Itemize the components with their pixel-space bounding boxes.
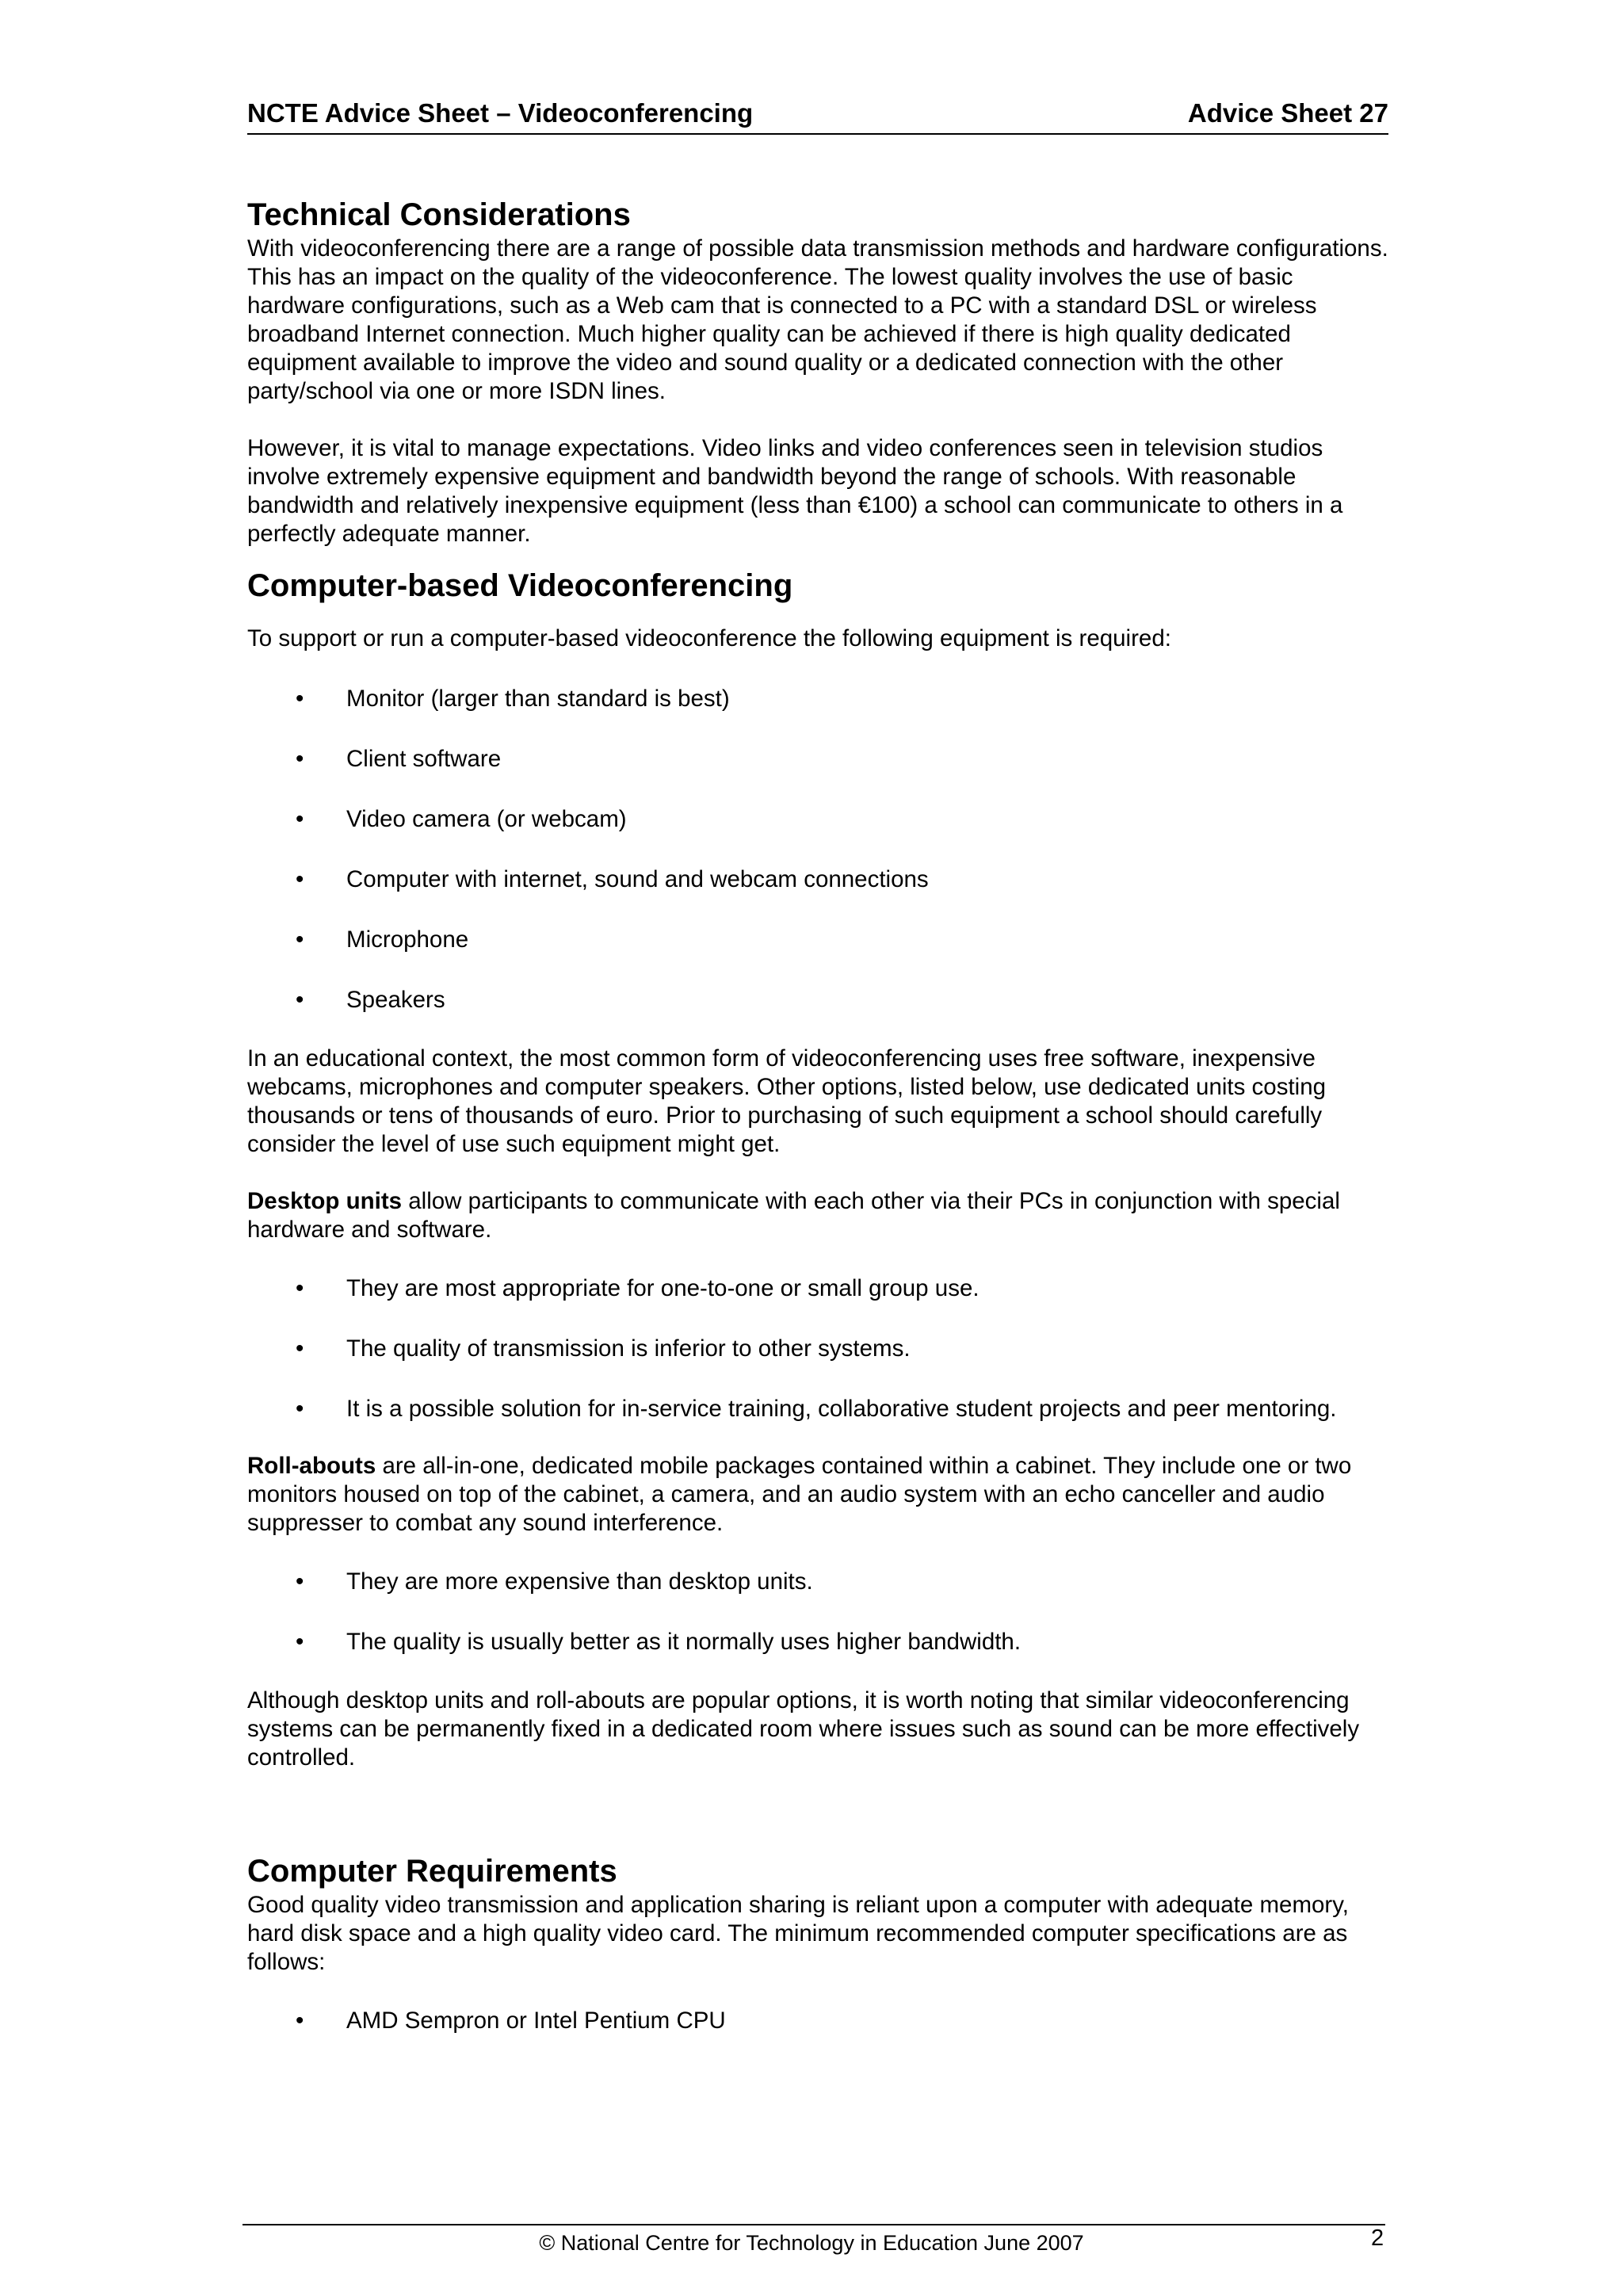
footer-divider: [242, 2224, 1385, 2225]
list-item: [247, 1335, 1396, 1363]
list-item-text: It is a possible solution for in-service training, collaborative student projects and peer mentoring.: [346, 1396, 1337, 1422]
bullet-icon: •: [296, 926, 304, 953]
paragraph: Although desktop units and roll-abouts are popular options, it is worth noting that similar videoconferencing systems can be permanently fixed in a dedicated room where issues such as sound can be more effectively controlled.: [247, 1687, 1360, 1771]
desktop-units-list: [247, 1274, 1396, 1423]
list-item-text: The quality is usually better as it normally uses higher bandwidth.: [346, 1629, 1022, 1655]
bullet-icon: •: [296, 1568, 304, 1595]
paragraph-text: allow participants to communicate with each other via their PCs in conjunction with special hardware and software.: [247, 1188, 1340, 1243]
list-item: [247, 1628, 1396, 1656]
list-item-text: Client software: [346, 746, 502, 772]
footer-copyright: © National Centre for Technology in Education June 2007: [539, 2231, 1084, 2255]
header-sheet-number: Advice Sheet 27: [1187, 98, 1388, 128]
list-item: [247, 1395, 1396, 1423]
list-item: [247, 986, 1396, 1014]
bullet-icon: •: [296, 987, 304, 1013]
list-item-text: Computer with internet, sound and webcam connections: [346, 866, 929, 892]
header-title: NCTE Advice Sheet – Videoconferencing: [247, 98, 754, 128]
paragraph-text: are all-in-one, dedicated mobile packages contained within a cabinet. They include one or two monitors housed on top of the cabinet, a camera, and an audio system with an echo canceller and audio suppresser to combat any sound interference.: [247, 1453, 1352, 1536]
bullet-icon: •: [296, 2008, 304, 2034]
list-item: [247, 745, 1396, 774]
paragraph: To support or run a computer-based videoconference the following equipment is required:: [247, 625, 1171, 651]
list-item-text: AMD Sempron or Intel Pentium CPU: [346, 2008, 726, 2034]
heading-computer-requirements: Computer Requirements: [247, 1854, 617, 1889]
page-number: 2: [1371, 2225, 1384, 2251]
term-roll-abouts: Roll-abouts: [247, 1453, 376, 1479]
list-item: [247, 2007, 1396, 2035]
bullet-icon: •: [296, 1396, 304, 1422]
list-item-text: Monitor (larger than standard is best): [346, 686, 730, 712]
list-item-text: Speakers: [346, 987, 445, 1013]
page-header: [247, 98, 1388, 135]
heading-technical-considerations: Technical Considerations: [247, 197, 631, 232]
paragraph: In an educational context, the most common form of videoconferencing uses free software, inexpensive webcams, microphones and computer speakers. Other options, listed below, use dedicated units costing thousands or tens of thousands of euro. Prior to purchasing of such equipment a school should carefully consider the level of use such equipment might get.: [247, 1045, 1327, 1157]
paragraph: However, it is vital to manage expectations. Video links and video conferences seen in television studios involve extremely expensive equipment and bandwidth beyond the range of schools. With reasonable bandwidth and relatively inexpensive equipment (less than €100) a school can communicate to others in a perfectly adequate manner.: [247, 435, 1343, 547]
list-item: [247, 865, 1396, 894]
requirements-list: [247, 2007, 1396, 2035]
roll-abouts-list: [247, 1568, 1396, 1656]
bullet-icon: •: [296, 686, 304, 712]
paragraph: With videoconferencing there are a range of possible data transmission methods and hardware configurations. This has an impact on the quality of the videoconference. The lowest quality involves the use of basic hardware configurations, such as a Web cam that is connected to a PC with a standard DSL or wireless broadband Internet connection. Much higher quality can be achieved if there is high quality dedicated equipment available to improve the video and sound quality or a dedicated connection with the other party/school via one or more ISDN lines.: [247, 235, 1388, 404]
list-item: [247, 685, 1396, 713]
paragraph-desktop-units: [247, 1187, 1396, 1244]
bullet-icon: •: [296, 806, 304, 832]
bullet-icon: •: [296, 866, 304, 892]
bullet-icon: •: [296, 1335, 304, 1362]
list-item-text: They are most appropriate for one-to-one or small group use.: [346, 1275, 980, 1301]
list-item-text: Microphone: [346, 926, 469, 953]
list-item-text: They are more expensive than desktop units.: [346, 1568, 813, 1595]
paragraph: Good quality video transmission and application sharing is reliant upon a computer with adequate memory, hard disk space and a high quality video card. The minimum recommended computer specifications are as follows:: [247, 1892, 1350, 1975]
list-item: [247, 805, 1396, 834]
list-item: [247, 1274, 1396, 1303]
list-item-text: The quality of transmission is inferior to other systems.: [346, 1335, 911, 1362]
bullet-icon: •: [296, 746, 304, 772]
heading-computer-based-videoconferencing: Computer-based Videoconferencing: [247, 568, 793, 603]
equipment-list: [247, 685, 1396, 1014]
list-item: [247, 926, 1396, 954]
document-body: [247, 195, 1396, 2035]
list-item-text: Video camera (or webcam): [346, 806, 627, 832]
paragraph-roll-abouts: [247, 1452, 1396, 1538]
term-desktop-units: Desktop units: [247, 1188, 403, 1214]
bullet-icon: •: [296, 1629, 304, 1655]
bullet-icon: •: [296, 1275, 304, 1301]
list-item: [247, 1568, 1396, 1596]
